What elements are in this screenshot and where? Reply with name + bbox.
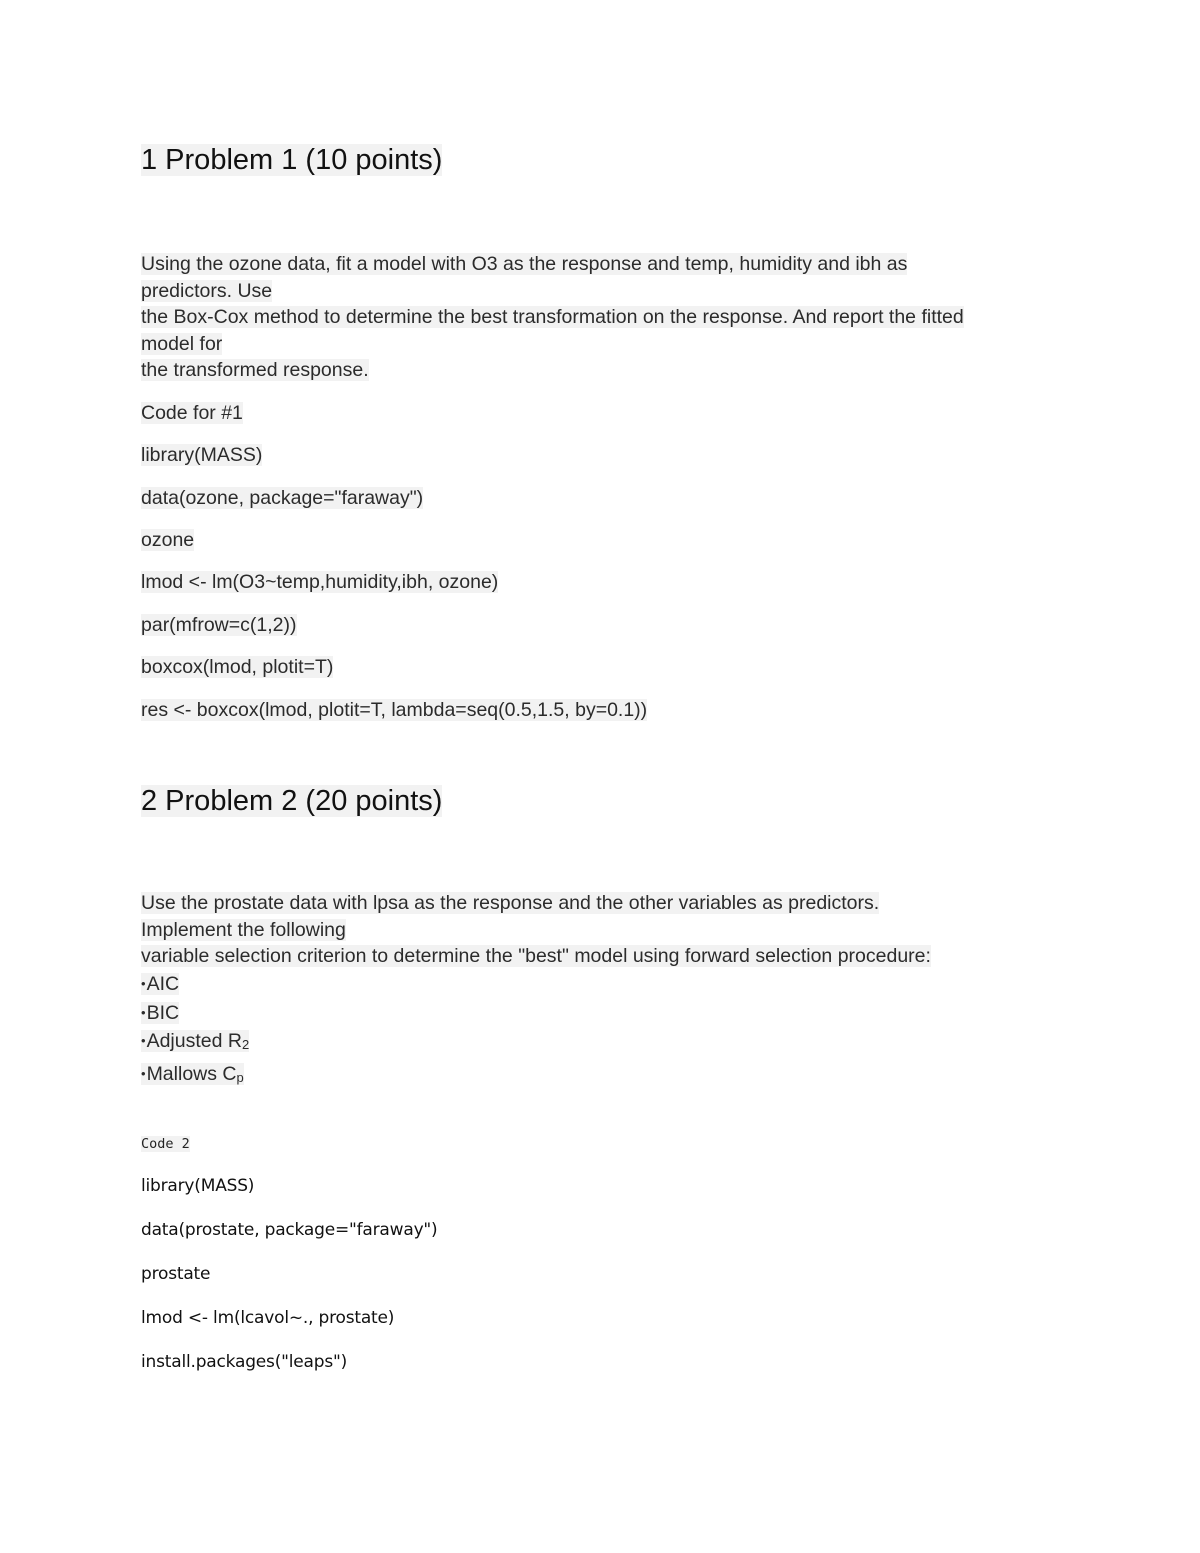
code-line: lmod <- lm(O3~temp,humidity,ibh, ozone) <box>141 571 499 593</box>
paragraph-line: Implement the following <box>141 918 346 941</box>
subscript: p <box>236 1069 244 1085</box>
bullet-icon: • <box>141 1065 146 1081</box>
problem-2-heading: 2 Problem 2 (20 points) <box>141 785 443 817</box>
problem-2-description <box>141 890 931 970</box>
paragraph-line: the transformed response. <box>141 359 369 381</box>
paragraph-line: Using the ozone data, fit a model with O3 as the response and temp, humidity and ibh as <box>141 253 908 275</box>
code-line: boxcox(lmod, plotit=T) <box>141 656 334 678</box>
code-line: res <- boxcox(lmod, plotit=T, lambda=seq(0.5,1.5, by=0.1)) <box>141 699 648 721</box>
paragraph-line: variable selection criterion to determine the "best" model using forward selection procedure: <box>141 945 931 967</box>
code-2-label: Code 2 <box>141 1136 190 1152</box>
code-line: ozone <box>141 529 195 551</box>
list-item: •BIC <box>141 1001 180 1024</box>
code-line: install.packages("leaps") <box>141 1352 348 1372</box>
bullet-icon: • <box>141 976 146 991</box>
code-line: data(ozone, package="faraway") <box>141 487 424 509</box>
paragraph-line: Use the prostate data with lpsa as the response and the other variables as predictors. <box>141 892 880 914</box>
code-line: data(prostate, package="faraway") <box>141 1220 438 1240</box>
list-item: •AIC <box>141 973 180 995</box>
paragraph-line: model for <box>141 332 223 355</box>
paragraph-line: predictors. Use <box>141 279 273 302</box>
list-item: •Mallows Cp <box>141 1062 244 1085</box>
subscript: 2 <box>241 1037 250 1052</box>
paragraph-line: the Box-Cox method to determine the best transformation on the response. And report the fitted <box>141 306 964 328</box>
list-item: •Adjusted R2 <box>141 1030 250 1052</box>
code-line: par(mfrow=c(1,2)) <box>141 614 297 636</box>
problem-1-description <box>141 251 964 384</box>
criteria-list <box>141 970 249 1092</box>
code-line: lmod <- lm(lcavol~., prostate) <box>141 1308 395 1328</box>
problem-1-heading: 1 Problem 1 (10 points) <box>141 144 443 176</box>
code-1-label: Code for #1 <box>141 402 243 424</box>
bullet-icon: • <box>141 1033 146 1048</box>
code-line: library(MASS) <box>141 444 263 466</box>
bullet-icon: • <box>141 1004 146 1020</box>
code-line: library(MASS) <box>141 1176 255 1196</box>
code-line: prostate <box>141 1264 211 1284</box>
